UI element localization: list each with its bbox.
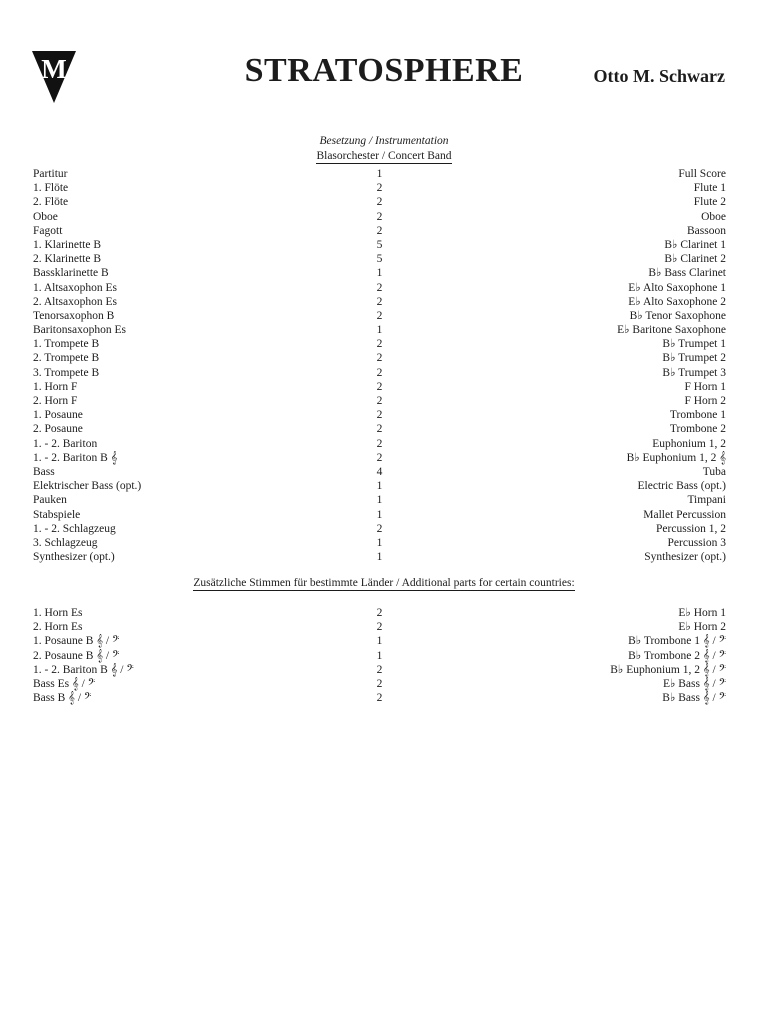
instrument-name-english: E♭ Alto Saxophone 2 xyxy=(628,295,726,308)
part-count: 2 xyxy=(376,380,383,393)
part-count: 2 xyxy=(376,437,383,450)
table-row xyxy=(33,508,726,522)
part-count: 1 xyxy=(376,324,383,337)
instrument-name-english: Oboe xyxy=(701,210,726,223)
instrument-name-german: Partitur xyxy=(33,168,68,180)
table-row xyxy=(33,195,726,209)
instrument-name-english: B♭ Bass 𝄞 / 𝄢 xyxy=(662,692,726,705)
instrument-name-german: 2. Posaune B 𝄞 / 𝄢 xyxy=(33,649,120,662)
table-row xyxy=(33,493,726,507)
part-count: 2 xyxy=(376,663,383,676)
part-count: 2 xyxy=(376,196,383,209)
table-row xyxy=(33,238,726,252)
part-count: 2 xyxy=(376,395,383,407)
part-count: 1 xyxy=(376,480,383,493)
table-row xyxy=(33,691,726,705)
instrument-name-english: Bassoon xyxy=(687,224,726,237)
instrument-name-english: E♭ Horn 1 xyxy=(678,607,726,619)
part-count: 2 xyxy=(376,677,383,690)
instrument-name-german: Pauken xyxy=(33,494,67,507)
table-row xyxy=(33,295,726,309)
instrument-name-german: 1. - 2. Bariton B 𝄞 xyxy=(33,451,118,464)
instrument-name-german: Oboe xyxy=(33,210,58,223)
instrument-name-german: 1. Posaune xyxy=(33,409,83,422)
table-row xyxy=(33,649,726,663)
instrument-name-english: Percussion 1, 2 xyxy=(656,522,726,535)
table-row xyxy=(33,380,726,394)
instrument-name-english: B♭ Euphonium 1, 2 𝄞 / 𝄢 xyxy=(610,663,726,676)
table-row xyxy=(33,663,726,677)
instrument-name-english: E♭ Horn 2 xyxy=(678,621,726,634)
instrument-name-german: 2. Posaune xyxy=(33,423,83,436)
instrument-name-german: 2. Horn F xyxy=(33,395,78,407)
instrument-name-german: Elektrischer Bass (opt.) xyxy=(33,480,142,493)
instrument-name-english: B♭ Clarinet 2 xyxy=(664,253,726,266)
instrument-name-german: 1. Horn F xyxy=(33,380,78,393)
part-count: 1 xyxy=(376,267,383,280)
ensemble-type-label: Blasorchester / Concert Band xyxy=(316,150,452,162)
table-row xyxy=(33,281,726,295)
instrument-name-english: B♭ Euphonium 1, 2 𝄞 xyxy=(626,451,726,464)
instrument-name-english: F Horn 2 xyxy=(684,395,726,407)
instrument-name-english: E♭ Alto Saxophone 1 xyxy=(628,281,726,294)
table-row xyxy=(33,309,726,323)
instrument-name-english: B♭ Clarinet 1 xyxy=(664,238,726,251)
additional-parts-heading xyxy=(0,577,768,589)
instrument-name-english: Tuba xyxy=(702,465,726,478)
part-count: 2 xyxy=(376,451,383,464)
table-row xyxy=(33,224,726,238)
part-count: 2 xyxy=(376,366,383,379)
instrument-name-german: 1. - 2. Bariton B 𝄞 / 𝄢 xyxy=(33,663,134,676)
table-row xyxy=(33,408,726,422)
part-count: 1 xyxy=(376,635,383,648)
instrument-name-german: 3. Trompete B xyxy=(33,366,100,379)
instrument-name-german: Bass xyxy=(33,465,55,478)
part-count: 1 xyxy=(376,536,383,549)
part-count: 2 xyxy=(376,423,383,436)
instrument-name-german: 1. - 2. Schlagzeug xyxy=(33,522,116,535)
table-row xyxy=(33,465,726,479)
instrument-name-german: 2. Horn Es xyxy=(33,621,83,634)
part-count: 1 xyxy=(376,551,383,564)
table-row xyxy=(33,451,726,465)
instrument-name-german: Tenorsaxophon B xyxy=(33,309,115,322)
instrument-name-german: 1. Trompete B xyxy=(33,338,100,351)
instrument-name-english: B♭ Trumpet 1 xyxy=(662,338,726,351)
instrument-name-english: B♭ Bass Clarinet xyxy=(648,267,726,280)
instrument-name-english: Trombone 2 xyxy=(669,423,726,436)
instrument-name-english: Flute 1 xyxy=(693,182,726,195)
table-row xyxy=(33,351,726,365)
part-count: 2 xyxy=(376,224,383,237)
part-count: 2 xyxy=(376,281,383,294)
table-row xyxy=(33,252,726,266)
instrument-name-german: Stabspiele xyxy=(33,508,81,521)
part-count: 2 xyxy=(376,409,383,422)
instrumentation-heading-line1: Besetzung / Instrumentation xyxy=(319,135,449,147)
instrument-name-german: 1. Horn Es xyxy=(33,607,83,619)
part-count: 5 xyxy=(376,253,383,266)
instrument-name-german: 2. Trompete B xyxy=(33,352,100,365)
table-row xyxy=(33,479,726,493)
instrument-name-german: 1. - 2. Bariton xyxy=(33,437,98,450)
instrument-name-german: Fagott xyxy=(33,224,63,237)
instrument-name-english: Synthesizer (opt.) xyxy=(644,551,726,564)
table-row xyxy=(33,634,726,648)
part-count: 2 xyxy=(376,352,383,365)
instrument-name-english: B♭ Trumpet 2 xyxy=(662,352,726,365)
instrument-name-german: 2. Klarinette B xyxy=(33,253,102,266)
part-count: 1 xyxy=(376,168,383,180)
part-count: 2 xyxy=(376,210,383,223)
table-row xyxy=(33,422,726,436)
part-count: 1 xyxy=(376,508,383,521)
instrument-name-english: Mallet Percussion xyxy=(643,508,726,521)
part-count: 1 xyxy=(376,494,383,507)
instrument-name-english: Flute 2 xyxy=(693,196,726,209)
instrument-name-german: 1. Klarinette B xyxy=(33,238,102,251)
table-row xyxy=(33,677,726,691)
table-row xyxy=(33,210,726,224)
additional-parts-heading-text: Zusätzliche Stimmen für bestimmte Länder / Additional parts for certain countries: xyxy=(193,577,575,589)
page-title: STRATOSPHERE xyxy=(244,52,524,89)
composer-name: Otto M. Schwarz xyxy=(593,66,725,86)
instrument-name-english: Percussion 3 xyxy=(667,536,726,549)
instrument-name-english: B♭ Tenor Saxophone xyxy=(629,309,726,322)
part-count: 2 xyxy=(376,309,383,322)
table-row xyxy=(33,323,726,337)
table-row xyxy=(33,366,726,380)
svg-text:M: M xyxy=(41,54,67,84)
instrument-name-english: B♭ Trombone 1 𝄞 / 𝄢 xyxy=(628,635,726,648)
table-row xyxy=(33,522,726,536)
table-row xyxy=(33,536,726,550)
table-row xyxy=(33,167,726,181)
part-count: 2 xyxy=(376,621,383,634)
instrument-name-german: 2. Altsaxophon Es xyxy=(33,295,118,308)
instrument-name-german: 1. Flöte xyxy=(33,182,69,195)
part-count: 2 xyxy=(376,295,383,308)
part-count: 2 xyxy=(376,182,383,195)
instrument-name-german: 1. Posaune B 𝄞 / 𝄢 xyxy=(33,635,120,648)
table-row xyxy=(33,606,726,620)
additional-parts-table xyxy=(33,606,726,705)
part-count: 2 xyxy=(376,692,383,705)
instrument-name-english: B♭ Trombone 2 𝄞 / 𝄢 xyxy=(628,649,726,662)
instrument-name-english: Timpani xyxy=(687,494,726,507)
instrument-name-english: Full Score xyxy=(678,168,726,180)
table-row xyxy=(33,337,726,351)
instrumentation-table xyxy=(33,167,726,564)
table-row xyxy=(33,266,726,280)
part-count: 4 xyxy=(376,465,383,478)
instrument-name-english: Trombone 1 xyxy=(669,409,726,422)
instrument-name-german: Synthesizer (opt.) xyxy=(33,551,115,564)
table-row xyxy=(33,437,726,451)
instrument-name-english: Euphonium 1, 2 xyxy=(652,437,726,450)
instrument-name-english: E♭ Baritone Saxophone xyxy=(617,324,726,337)
instrument-name-english: F Horn 1 xyxy=(684,380,726,393)
table-row xyxy=(33,181,726,195)
instrument-name-german: Bassklarinette B xyxy=(33,267,109,280)
part-count: 1 xyxy=(376,649,383,662)
instrument-name-german: 1. Altsaxophon Es xyxy=(33,281,118,294)
part-count: 2 xyxy=(376,338,383,351)
instrument-name-english: B♭ Trumpet 3 xyxy=(662,366,726,379)
table-row xyxy=(33,620,726,634)
instrument-name-german: 2. Flöte xyxy=(33,196,69,209)
instrument-name-english: Electric Bass (opt.) xyxy=(637,480,726,493)
instrumentation-heading-line2 xyxy=(0,150,768,162)
part-count: 2 xyxy=(376,607,383,619)
instrument-name-german: Bass Es 𝄞 / 𝄢 xyxy=(33,677,96,690)
part-count: 2 xyxy=(376,522,383,535)
instrument-name-german: 3. Schlagzeug xyxy=(33,536,98,549)
instrument-name-german: Bass B 𝄞 / 𝄢 xyxy=(33,692,92,705)
instrument-name-english: E♭ Bass 𝄞 / 𝄢 xyxy=(662,677,726,690)
table-row xyxy=(33,550,726,564)
instrument-name-german: Baritonsaxophon Es xyxy=(33,324,126,337)
table-row xyxy=(33,394,726,408)
part-count: 5 xyxy=(376,238,383,251)
